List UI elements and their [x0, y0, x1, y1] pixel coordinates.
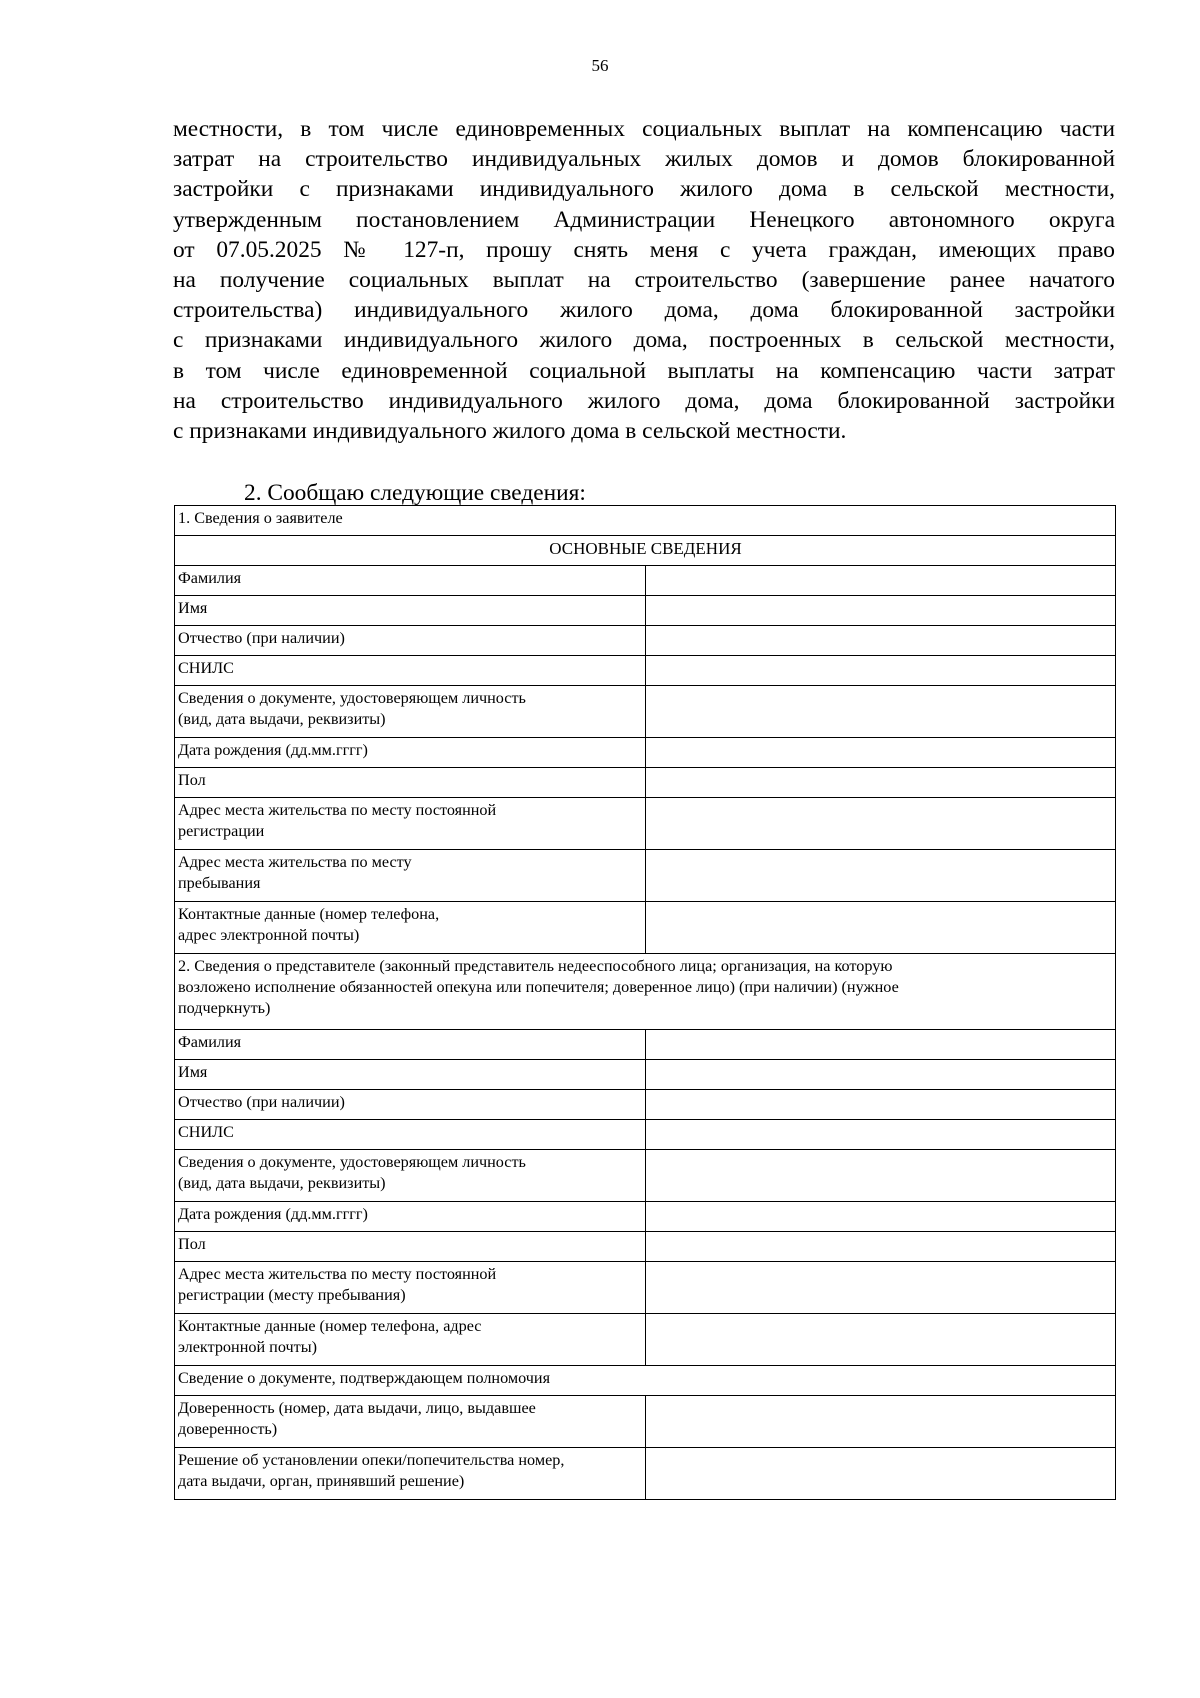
applicant-id-document-label: Сведения о документе, удостоверяющем личность (вид, дата выдачи, реквизиты): [175, 686, 646, 738]
table-row: [175, 954, 1116, 1030]
paragraph-line: в том числе единовременной социальной выплаты на компенсацию части затрат: [173, 357, 1115, 384]
section-heading: 2. Сообщаю следующие сведения:: [244, 480, 586, 506]
representative-contacts-field[interactable]: [645, 1314, 1116, 1366]
applicant-name-field[interactable]: [645, 596, 1116, 626]
table-row: [175, 738, 1116, 768]
table-row: [175, 686, 1116, 738]
applicant-gender-label: Пол: [175, 768, 646, 798]
table-row: [175, 1150, 1116, 1202]
representative-address-field[interactable]: [645, 1262, 1116, 1314]
applicant-registration-address-label: Адрес места жительства по месту постоянной регистрации: [175, 798, 646, 850]
paragraph-line: застройки с признаками индивидуального жилого дома в сельской местности,: [173, 176, 1115, 203]
table-row: [175, 1262, 1116, 1314]
representative-birth-date-label: Дата рождения (дд.мм.гггг): [175, 1202, 646, 1232]
applicant-form-table: [174, 505, 1116, 1500]
paragraph-line: местности, в том числе единовременных социальных выплат на компенсацию части: [173, 116, 1115, 142]
guardianship-decision-field[interactable]: [645, 1448, 1116, 1500]
representative-snils-label: СНИЛС: [175, 1120, 646, 1150]
representative-name-label: Имя: [175, 1060, 646, 1090]
applicant-stay-address-field[interactable]: [645, 850, 1116, 902]
table-row: [175, 1396, 1116, 1448]
table-row: [175, 798, 1116, 850]
paragraph-line: утвержденным постановлением Администрации Ненецкого автономного округа: [173, 206, 1115, 233]
table-row: [175, 536, 1116, 566]
applicant-patronymic-field[interactable]: [645, 626, 1116, 656]
applicant-surname-label: Фамилия: [175, 566, 646, 596]
paragraph-line: с признаками индивидуального жилого дома в сельской местности.: [173, 418, 847, 445]
representative-birth-date-field[interactable]: [645, 1202, 1116, 1232]
table-row: [175, 1366, 1116, 1396]
body-paragraph: [173, 114, 1115, 446]
table-row: [175, 902, 1116, 954]
representative-contacts-label: Контактные данные (номер телефона, адрес электронной почты): [175, 1314, 646, 1366]
table-row: [175, 1090, 1116, 1120]
power-of-attorney-field[interactable]: [645, 1396, 1116, 1448]
representative-snils-field[interactable]: [645, 1120, 1116, 1150]
table-row: [175, 656, 1116, 686]
representative-surname-field[interactable]: [645, 1030, 1116, 1060]
paragraph-line: от 07.05.2025 № 127-п, прошу снять меня с учета граждан, имеющих право: [173, 236, 1115, 263]
applicant-id-document-field[interactable]: [645, 686, 1116, 738]
representative-gender-field[interactable]: [645, 1232, 1116, 1262]
applicant-contacts-label: Контактные данные (номер телефона, адрес электронной почты): [175, 902, 646, 954]
table-row: [175, 1202, 1116, 1232]
applicant-stay-address-label: Адрес места жительства по месту пребывания: [175, 850, 646, 902]
table-row: [175, 768, 1116, 798]
representative-name-field[interactable]: [645, 1060, 1116, 1090]
paragraph-line: с признаками индивидуального жилого дома, построенных в сельской местности,: [173, 327, 1115, 354]
guardianship-decision-label: Решение об установлении опеки/попечительства номер, дата выдачи, орган, принявший решение): [175, 1448, 646, 1500]
paragraph-line: строительства) индивидуального жилого дома, дома блокированной застройки: [173, 297, 1115, 324]
representative-surname-label: Фамилия: [175, 1030, 646, 1060]
power-of-attorney-label: Доверенность (номер, дата выдачи, лицо, выдавшее доверенность): [175, 1396, 646, 1448]
table-row: [175, 1314, 1116, 1366]
applicant-birth-date-field[interactable]: [645, 738, 1116, 768]
paragraph-line: затрат на строительство индивидуальных жилых домов и домов блокированной: [173, 146, 1115, 173]
paragraph-line: на строительство индивидуального жилого дома, дома блокированной застройки: [173, 387, 1115, 414]
representative-patronymic-label: Отчество (при наличии): [175, 1090, 646, 1120]
table-row: [175, 596, 1116, 626]
applicant-section-header: 1. Сведения о заявителе: [175, 506, 1116, 536]
main-info-header: ОСНОВНЫЕ СВЕДЕНИЯ: [175, 536, 1116, 566]
table-row: [175, 1060, 1116, 1090]
applicant-surname-field[interactable]: [645, 566, 1116, 596]
table-row: [175, 626, 1116, 656]
representative-section-header: 2. Сведения о представителе (законный представитель недееспособного лица; организация, на которую возложено исполнение обязанностей опекуна или попечителя; доверенное лицо) (при наличии) (нужное подчеркнуть): [175, 954, 1116, 1030]
representative-id-document-field[interactable]: [645, 1150, 1116, 1202]
applicant-snils-field[interactable]: [645, 656, 1116, 686]
table-row: [175, 506, 1116, 536]
representative-gender-label: Пол: [175, 1232, 646, 1262]
applicant-snils-label: СНИЛС: [175, 656, 646, 686]
table-row: [175, 566, 1116, 596]
table-row: [175, 1448, 1116, 1500]
applicant-birth-date-label: Дата рождения (дд.мм.гггг): [175, 738, 646, 768]
representative-id-document-label: Сведения о документе, удостоверяющем личность (вид, дата выдачи, реквизиты): [175, 1150, 646, 1202]
applicant-gender-field[interactable]: [645, 768, 1116, 798]
authority-document-header: Сведение о документе, подтверждающем полномочия: [175, 1366, 1116, 1396]
representative-address-label: Адрес места жительства по месту постоянной регистрации (месту пребывания): [175, 1262, 646, 1314]
applicant-registration-address-field[interactable]: [645, 798, 1116, 850]
representative-patronymic-field[interactable]: [645, 1090, 1116, 1120]
table-row: [175, 850, 1116, 902]
table-row: [175, 1120, 1116, 1150]
page-number: 56: [591, 56, 609, 75]
table-row: [175, 1030, 1116, 1060]
applicant-contacts-field[interactable]: [645, 902, 1116, 954]
applicant-name-label: Имя: [175, 596, 646, 626]
paragraph-line: на получение социальных выплат на строительство (завершение ранее начатого: [173, 267, 1115, 294]
table-row: [175, 1232, 1116, 1262]
applicant-patronymic-label: Отчество (при наличии): [175, 626, 646, 656]
